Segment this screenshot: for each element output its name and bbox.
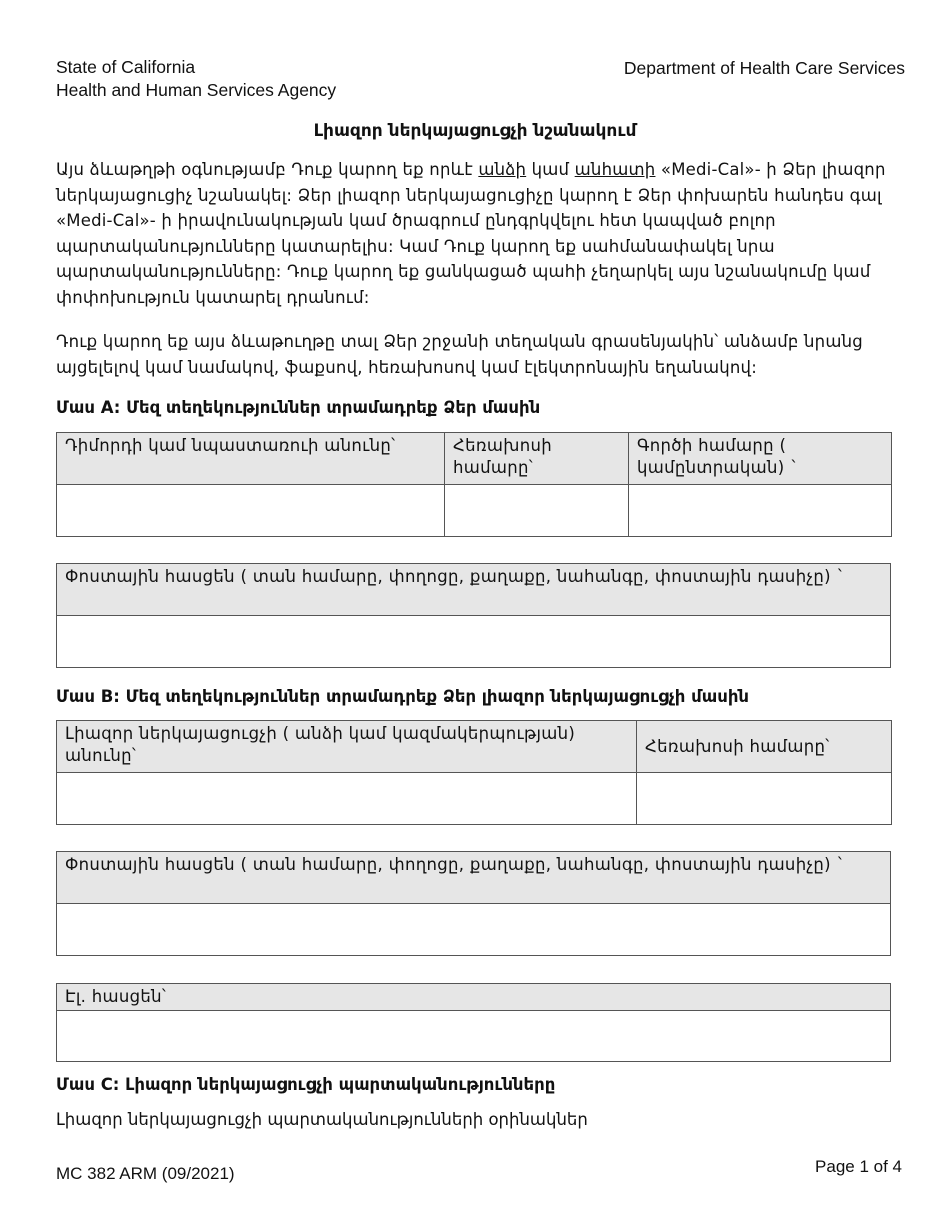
applicant-address-field[interactable]	[57, 616, 891, 668]
representative-address-field[interactable]	[57, 904, 891, 956]
case-number-label: Գործի համարը ( կամընտրական) `	[629, 433, 892, 485]
part-a-table	[56, 432, 892, 537]
applicant-phone-field[interactable]	[445, 485, 629, 537]
intro-text-c: «Medi-Cal»- ի Ձեր լիազոր ներկայացուցիչ նշանակել: Ձեր լիազոր ներկայացուցիչը կարող է Ձեր փոխարեն հանդես գալ «Medi-Cal»- ի իրավունակության կամ ծրագրում ընդգրկվելու հետ կապված բոլոր պարտականությունները կատարելիս: Կամ Դուք կարող եք սահմանափակել նրա պարտականությունները: Դուք կարող եք ցանկացած պահի չեղարկել այս նշանակումը կամ փոփոխություն կատարել դրանում:	[56, 160, 886, 307]
intro-text-b: կամ	[526, 160, 575, 179]
part-b-table	[56, 720, 892, 825]
part-b-email-table	[56, 983, 891, 1062]
part-c-heading: Մաս C: Լիազոր ներկայացուցչի պարտականությունները	[56, 1075, 556, 1094]
representative-email-field[interactable]	[57, 1011, 891, 1062]
applicant-address-label: Փոստային հասցեն ( տան համարը, փողոցը, քաղաքը, նահանգը, փոստային դասիչը) `	[57, 564, 891, 616]
part-a-heading: Մաս A: Մեզ տեղեկություններ տրամադրեք Ձեր մասին	[56, 398, 541, 417]
representative-name-field[interactable]	[57, 773, 637, 825]
applicant-name-field[interactable]	[57, 485, 445, 537]
page-title: Լիազոր ներկայացուցչի նշանակում	[313, 121, 637, 141]
part-a-address-table	[56, 563, 891, 668]
applicant-name-label: Դիմորդի կամ նպաստառուի անունը՝	[57, 433, 445, 485]
part-b-address-table	[56, 851, 891, 956]
intro-text-a: Այս ձևաթղթի օգնությամբ Դուք կարող եք որևէ	[56, 160, 479, 179]
representative-name-label: Լիազոր ներկայացուցչի ( անձի կամ կազմակերպության) անունը՝	[57, 721, 637, 773]
representative-phone-label: Հեռախոսի համարը՝	[637, 721, 892, 773]
page-number: Page 1 of 4	[815, 1157, 902, 1176]
representative-email-label: Էլ. հասցեն՝	[57, 984, 891, 1011]
representative-phone-field[interactable]	[637, 773, 892, 825]
intro-underlined-person: անձի	[478, 160, 527, 179]
intro-underlined-entity: անհատի	[574, 160, 656, 179]
header-left	[56, 56, 336, 102]
form-id: MC 382 ARM (09/2021)	[56, 1164, 235, 1183]
intro-paragraph-1	[56, 157, 896, 310]
part-b-heading: Մաս B: Մեզ տեղեկություններ տրամադրեք Ձեր լիազոր ներկայացուցչի մասին	[56, 687, 750, 706]
intro-paragraph-2: Դուք կարող եք այս ձևաթուղթը տալ Ձեր շրջանի տեղական գրասենյակին՝ անձամբ նրանց այցելելով կամ նամակով, ֆաքսով, հեռախոսով կամ էլեկտրոնային եղանակով:	[56, 332, 863, 377]
representative-address-label: Փոստային հասցեն ( տան համարը, փողոցը, քաղաքը, նահանգը, փոստային դասիչը) `	[57, 852, 891, 904]
department-name: Department of Health Care Services	[623, 58, 905, 78]
part-c-subtext: Լիազոր ներկայացուցչի պարտականությունների օրինակներ	[56, 1110, 588, 1129]
agency-name: Health and Human Services Agency	[56, 80, 337, 100]
applicant-phone-label: Հեռախոսի համարը՝	[445, 433, 629, 485]
case-number-field[interactable]	[629, 485, 892, 537]
state-name: State of California	[56, 57, 196, 77]
